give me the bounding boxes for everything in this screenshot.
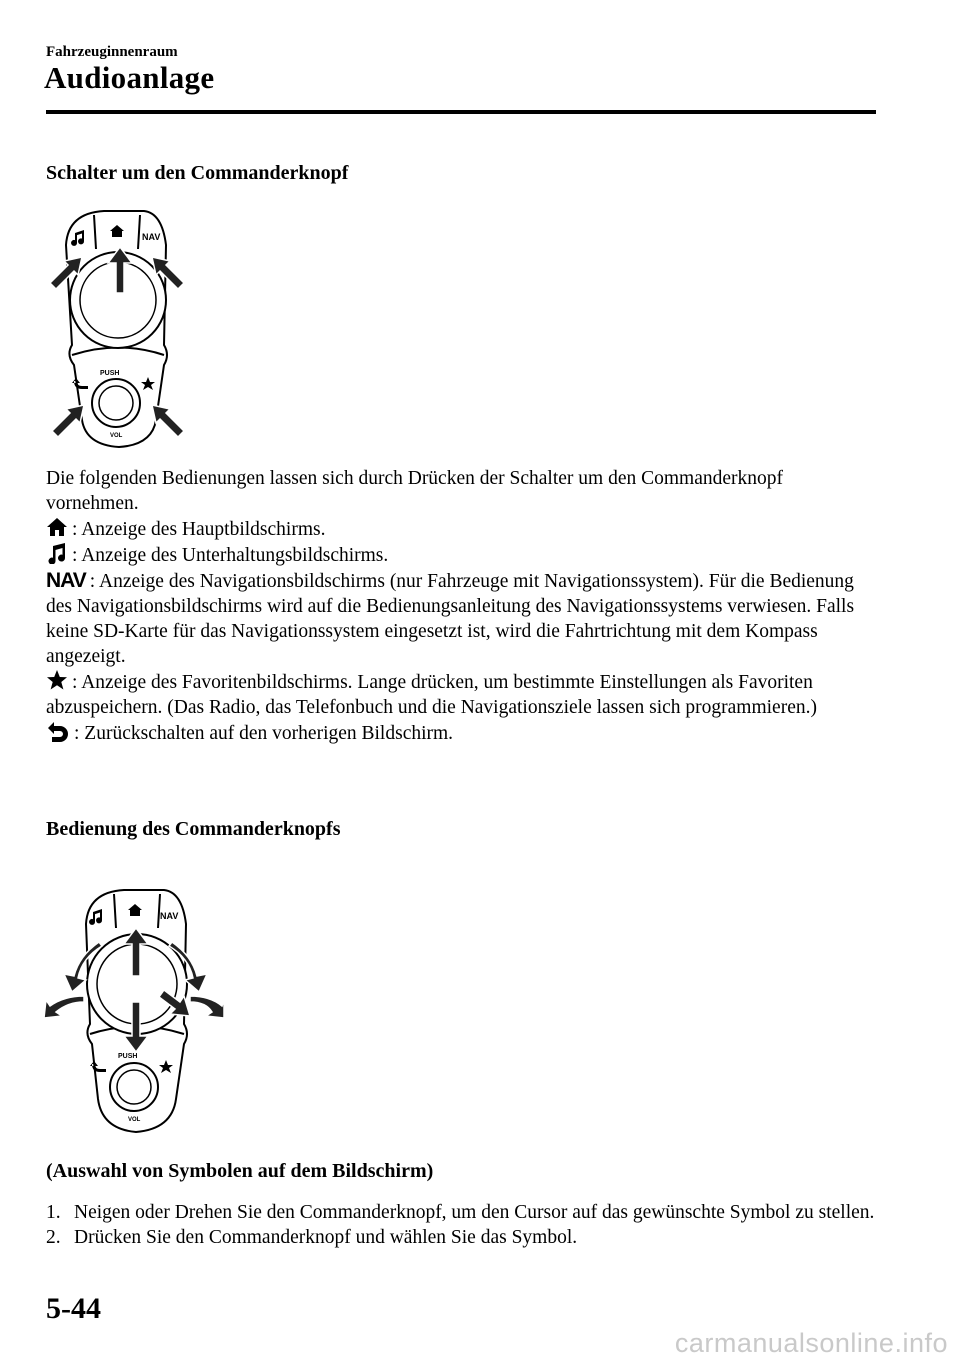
arrow-tilt-left bbox=[44, 996, 84, 1018]
item-star bbox=[46, 669, 876, 720]
step-text: Neigen oder Drehen Sie den Commanderknopf, um den Cursor auf das gewünschte Symbol zu stellen. bbox=[74, 1202, 875, 1223]
step-text: Drücken Sie den Commanderknopf und wählen Sie das Symbol. bbox=[74, 1227, 578, 1248]
item-nav-text: : Anzeige des Navigationsbildschirms (nur Fahrzeuge mit Navigationssystem). Für die Bedienung des Navigationsbildschirms wird auf die Bedienungsanleitung des Navigationssystems verwiesen. Falls keine SD-Karte für das Navigationssystem eingesetzt ist, wird die Fahrtrichtung mit dem Kompass angezeigt. bbox=[46, 571, 855, 667]
title-rule bbox=[46, 110, 876, 114]
section-label: Fahrzeuginnenraum bbox=[46, 44, 178, 60]
arrow-bottom-left bbox=[52, 405, 84, 437]
page-number: 5-44 bbox=[46, 1292, 101, 1325]
watermark: carmanualsonline.info bbox=[674, 1328, 948, 1358]
steps-list bbox=[46, 1200, 876, 1250]
item-back bbox=[46, 720, 876, 746]
item-home bbox=[46, 516, 876, 542]
page-title: Audioanlage bbox=[44, 60, 215, 95]
commander-knob-switches-figure bbox=[44, 205, 194, 455]
back-arrow-icon bbox=[46, 720, 70, 742]
arrow-tilt-right bbox=[190, 996, 224, 1018]
item-home-text: : Anzeige des Hauptbildschirms. bbox=[72, 519, 326, 540]
section1-body bbox=[46, 466, 876, 746]
intro-text: Die folgenden Bedienungen lassen sich durch Drücken der Schalter um den Commanderknopf vornehmen. bbox=[46, 468, 783, 514]
commander-knob-operation-figure bbox=[44, 884, 224, 1139]
push-label: PUSH bbox=[100, 370, 120, 377]
home-icon bbox=[46, 516, 68, 538]
item-back-text: : Zurückschalten auf den vorherigen Bildschirm. bbox=[74, 723, 454, 744]
item-music bbox=[46, 542, 876, 568]
vol-label: VOL bbox=[110, 433, 123, 439]
step-number: 1. bbox=[46, 1202, 61, 1223]
item-nav bbox=[46, 568, 876, 669]
section-heading-switches: Schalter um den Commanderknopf bbox=[46, 162, 349, 184]
nav-icon: NAV bbox=[46, 569, 86, 592]
list-item bbox=[46, 1200, 876, 1225]
item-music-text: : Anzeige des Unterhaltungsbildschirms. bbox=[72, 545, 389, 566]
section-heading-operation: Bedienung des Commanderknopfs bbox=[46, 818, 341, 840]
music-note-icon bbox=[46, 542, 68, 564]
step-number: 2. bbox=[46, 1227, 61, 1248]
star-icon bbox=[46, 669, 68, 691]
arrow-bottom-right bbox=[152, 405, 184, 437]
item-star-text: : Anzeige des Favoritenbildschirms. Lange drücken, um bestimmte Einstellungen als Favoriten abzuspeichern. (Das Radio, das Telefonbuch und die Navigationsziele lassen sich programmieren.) bbox=[46, 672, 817, 718]
nav-label: NAV bbox=[160, 911, 179, 921]
list-item bbox=[46, 1225, 876, 1250]
vol-label: VOL bbox=[128, 1117, 141, 1123]
nav-label: NAV bbox=[142, 232, 161, 242]
subheading-selection: (Auswahl von Symbolen auf dem Bildschirm) bbox=[46, 1160, 434, 1182]
push-label: PUSH bbox=[118, 1053, 138, 1060]
